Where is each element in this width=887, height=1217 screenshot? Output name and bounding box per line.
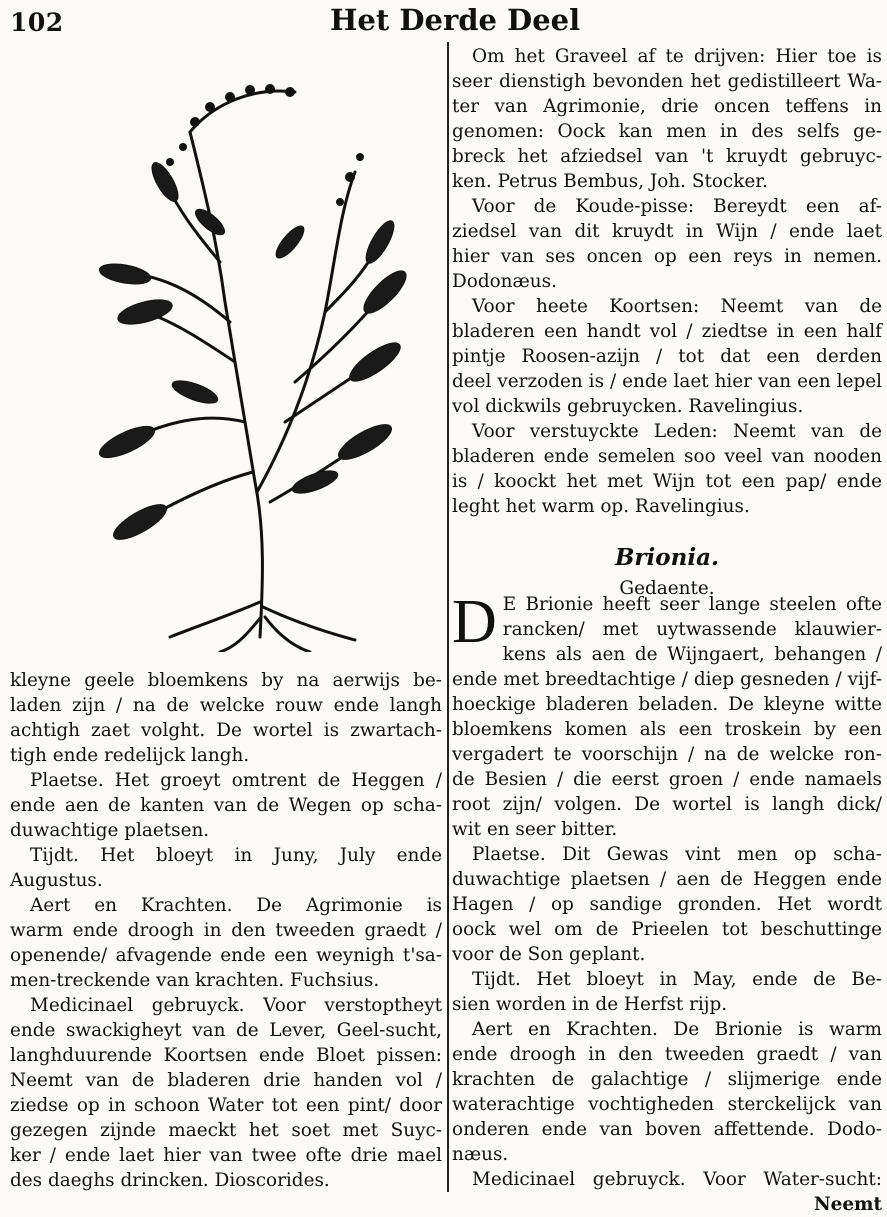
text-line: duwachtige plaetsen / aen de Heggen ende (452, 869, 882, 890)
text-line: warm ende droogh in den tweeden graedt / (10, 920, 442, 941)
text-line: hoeckige bladeren beladen. De kleyne witte (452, 694, 882, 715)
text-line: ken. Petrus Bembus, Joh. Stocker. (452, 171, 768, 192)
text-line: Aert en Krachten. De Agrimonie is (30, 895, 442, 916)
text-line: sien worden in de Herfst rijp. (452, 994, 728, 1015)
text-line: hier van ses oncen op een reys in nemen. (452, 246, 882, 267)
text-line: onderen ende van boven affettende. Dodo- (452, 1119, 882, 1140)
text-line: ziedsel van dit kruydt in Wijn / ende laet (452, 221, 882, 242)
text-line: des daeghs drincken. Dioscorides. (10, 1170, 330, 1191)
text-line: Medicinael gebruyck. Voor Water-sucht: (472, 1169, 882, 1190)
text-line: bladeren ende semelen soo veel van nooden (452, 446, 882, 467)
text-line: genomen: Oock kan men in des selfs ge- (452, 121, 882, 142)
text-line: duwachtige plaetsen. (10, 820, 210, 841)
text-line: laden zijn / na de welcke rouw ende langh (10, 695, 442, 716)
text-line: breck het afziedsel van 't kruydt gebruyc- (452, 146, 882, 167)
text-line: vergadert te voorschijn / na de welcke ron- (452, 744, 882, 765)
text-line: kleyne geele bloemkens by na aerwijs be- (10, 670, 442, 691)
text-line: Medicinael gebruyck. Voor verstoptheyt (30, 995, 442, 1016)
text-line: Voor heete Koortsen: Neemt van de (472, 296, 882, 317)
text-line: ziedse op in schoon Water tot een pint/ door (10, 1095, 442, 1116)
text-line: openende/ afvagende ende een weynigh t'sa- (10, 945, 442, 966)
text-line: waterachtige vochtigheden sterckelijck van (452, 1094, 882, 1115)
section-title: Brionia. (614, 544, 719, 571)
text-line: E Brionie heeft seer lange steelen ofte (502, 594, 882, 615)
text-line: Neemt van de bladeren drie handen vol / (10, 1070, 442, 1091)
text-line: krachten de galachtige / slijmerige ende (452, 1069, 882, 1090)
text-line: Plaetse. Dit Gewas vint men op scha- (472, 844, 882, 865)
page-number: 102 (10, 8, 64, 37)
right-column-top-text (452, 44, 882, 603)
text-line: oock wel om de Prieelen tot beschuttinge (452, 919, 882, 940)
catchword: Neemt (813, 1194, 882, 1215)
text-line: ende met breedtachtige / diep gesneden / vijf- (452, 669, 882, 690)
text-line: Tijdt. Het bloeyt in May, ende de Be- (472, 969, 882, 990)
text-line: men-treckende van krachten. Fuchsius. (10, 970, 380, 991)
text-line: ker / ende laet hier van twee ofte drie mael (10, 1145, 442, 1166)
text-line: næus. (452, 1144, 509, 1165)
text-line: ter van Agrimonie, drie oncen teffens in (452, 96, 882, 117)
text-line: ende aen de kanten van de Wegen op scha- (10, 795, 442, 816)
text-line: ende droogh in den tweeden graedt / van (452, 1044, 882, 1065)
text-line: achtigh zaet volght. De wortel is zwartach- (10, 720, 442, 741)
text-line: gezegen zijnde maeckt het soet met Suyc- (10, 1120, 442, 1141)
text-line: pintje Roosen-azijn / tot dat een derden (452, 346, 882, 367)
text-line: langhduurende Koortsen ende Bloet pissen: (10, 1045, 442, 1066)
text-line: Plaetse. Het groeyt omtrent de Heggen / (30, 770, 442, 791)
text-line: kens als aen de Wijngaert, behangen / (502, 644, 882, 665)
text-line: Hagen / op sandige gronden. Het wordt (452, 894, 882, 915)
text-line: Augustus. (10, 870, 103, 891)
text-line: is / koockt het met Wijn tot een pap/ ende (452, 471, 882, 492)
text-line: bloemkens komen als een troskein by een (452, 719, 882, 740)
text-line: Om het Graveel af te drijven: Hier toe is (472, 46, 882, 67)
left-column-text (10, 668, 442, 1193)
text-line: seer dienstigh bevonden het gedistilleert Wa- (452, 71, 882, 92)
text-line: wit en seer bitter. (452, 819, 618, 840)
text-line: vol dickwils gebruycken. Ravelingius. (452, 396, 804, 417)
text-line: Tijdt. Het bloeyt in Juny, July ende (30, 845, 442, 866)
section-subtitle: Gedaente. (619, 578, 715, 599)
agrimony-plant-woodcut-icon (85, 62, 415, 652)
running-title: Het Derde Deel (330, 3, 581, 37)
text-line: tigh ende redelijck langh. (10, 745, 250, 766)
text-line: bladeren een handt vol / ziedtse in een half (452, 321, 882, 342)
text-line: root zijn/ volgen. De wortel is langh dick/ (452, 794, 882, 815)
text-line: ende swackigheyt van de Lever, Geel-sucht, (10, 1020, 442, 1041)
column-divider (447, 42, 449, 1192)
drop-cap: D (452, 588, 497, 656)
text-line: de Besien / die eerst groen / ende namaels (452, 769, 882, 790)
text-line: Voor verstuyckte Leden: Neemt van de (472, 421, 882, 442)
text-line: Voor de Koude-pisse: Bereydt een af- (472, 196, 882, 217)
text-line: leght het warm op. Ravelingius. (452, 496, 750, 517)
text-line: Aert en Krachten. De Brionie is warm (472, 1019, 882, 1040)
text-line: Dodonæus. (452, 271, 557, 292)
text-line: deel verzoden is / ende laet hier van een lepel (452, 371, 882, 392)
text-line: voor de Son geplant. (452, 944, 646, 965)
text-line: rancken/ met uytwassende klauwier- (502, 619, 882, 640)
